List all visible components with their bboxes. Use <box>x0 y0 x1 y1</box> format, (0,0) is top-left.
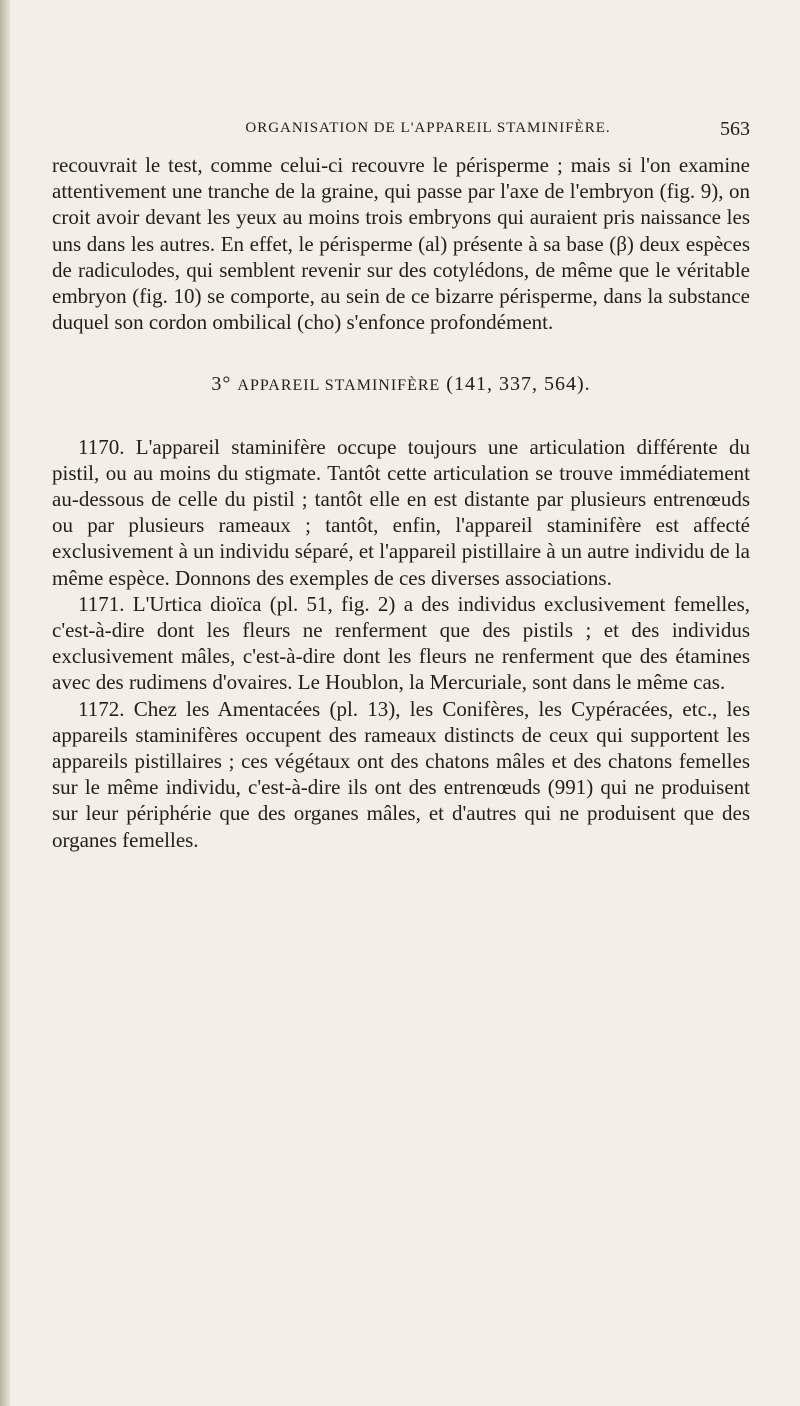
page-body <box>52 152 750 853</box>
section-title: APPAREIL STAMINIFÈRE <box>237 377 441 395</box>
page-header <box>118 120 750 150</box>
paragraph-continuation: recouvrait le test, comme celui-ci recouvre le périsperme ; mais si l'on examine attentivement une tranche de la graine, qui passe par l'axe de l'embryon (fig. 9), on croit avoir devant les yeux au moins trois embryons qui auraient pris naissance les uns dans les autres. En effet, le périsperme (al) présente à sa base (β) deux espèces de radiculodes, qui semblent revenir sur des cotylédons, de même que le véritable embryon (fig. 10) se comporte, au sein de ce bizarre périsperme, dans la substance duquel son cordon ombilical (cho) s'enfonce profondément. <box>52 153 750 335</box>
paragraph-1170: 1170. L'appareil staminifère occupe toujours une articulation différente du pistil, ou au moins du stigmate. Tantôt cette articulation se trouve immédiatement au-dessous de celle du pistil ; tantôt elle en est distante par plusieurs entrenœuds ou par plusieurs rameaux ; tantôt, enfin, l'appareil staminifère est affecté exclusivement à un individu séparé, et l'appareil pistillaire à un autre individu de la même espèce. Donnons des exemples de ces diverses associations. <box>52 434 750 590</box>
paragraph-1172: 1172. Chez les Amentacées (pl. 13), les Conifères, les Cypéracées, etc., les appareils staminifères occupent des rameaux distincts de ceux qui supportent les appareils pistillaires ; ces végétaux ont des chatons mâles et des chatons femelles sur le même individu, c'est-à-dire ils ont des entrenœuds (991) qui ne produisent sur leur périphérie que des organes mâles, et d'autres qui ne produisent que des organes femelles. <box>52 696 750 852</box>
running-title: ORGANISATION DE L'APPAREIL STAMINIFÈRE. <box>245 120 611 136</box>
page-number: 563 <box>720 118 750 140</box>
section-references: (141, 337, 564). <box>446 373 591 396</box>
paragraph-1171: 1171. L'Urtica dioïca (pl. 51, fig. 2) a des individus exclusivement femelles, c'est-à-dire dont les fleurs ne renferment que des pistils ; et des individus exclusivement mâles, c'est-à-dire dont les fleurs ne renferment que des étamines avec des rudimens d'ovaires. Le Houblon, la Mercuriale, sont dans le même cas. <box>52 591 750 695</box>
section-number: 3° <box>211 373 232 396</box>
section-heading <box>52 371 750 399</box>
page-binding-edge <box>0 0 10 1406</box>
